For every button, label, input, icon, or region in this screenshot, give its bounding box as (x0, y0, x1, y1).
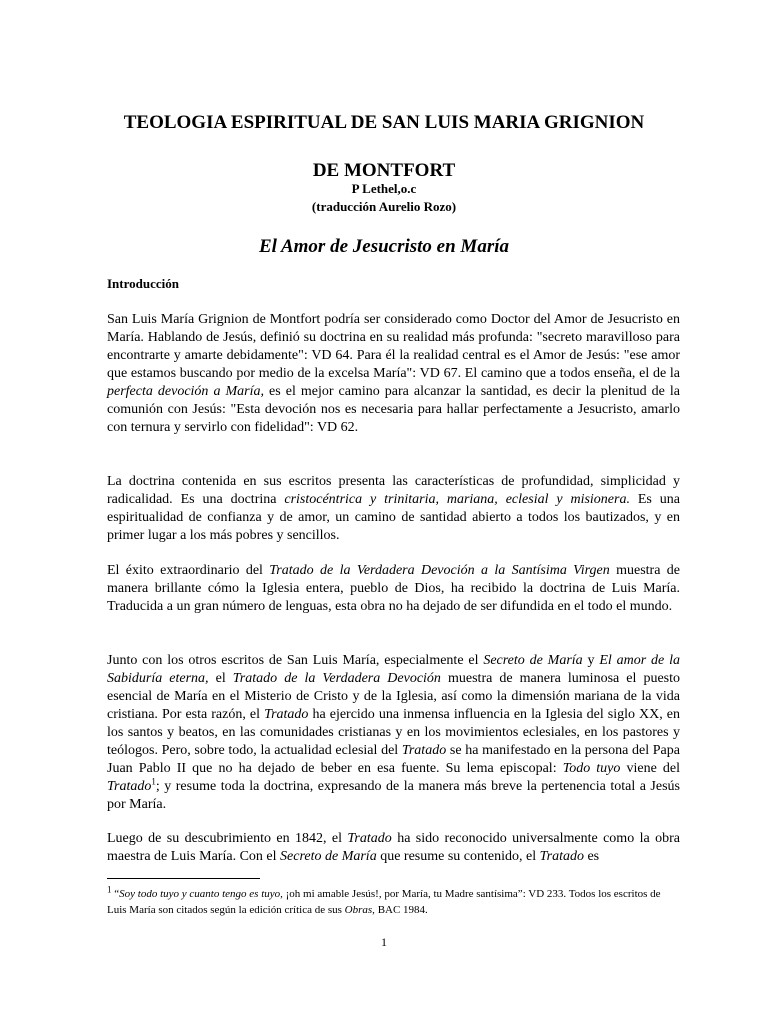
emphasis-text: cristocéntrica y trinitaria, mariana, eclesial y misionera. (284, 492, 630, 507)
quote-text: Soy todo tuyo y cuanto tengo es tuyo, (119, 888, 283, 900)
section-heading: Introducción (107, 276, 179, 291)
book-title-text: Tratado (107, 779, 152, 794)
document-title-line-2: DE MONTFORT (312, 160, 456, 181)
page-number: 1 (381, 935, 387, 949)
author-line: P Lethel,o.c (351, 181, 417, 196)
book-title-text: El amor de la Sabiduría eterna, (107, 653, 680, 686)
book-title-text: Tratado de la Verdadera Devoción (232, 671, 441, 686)
document-title-line-1: TEOLOGIA ESPIRITUAL DE SAN LUIS MARIA GRIGNION (123, 112, 645, 133)
motto-text: Todo tuyo (562, 761, 621, 776)
book-title-text: Tratado de la Verdadera Devoción a la Santísima Virgen (269, 563, 610, 578)
book-title-text: Secreto de María (280, 849, 377, 864)
paragraph-3: El éxito extraordinario del Tratado de la Verdadera Devoción a la Santísima Virgen muestra de manera brillante cómo la Iglesia entera, pueblo de Dios, ha recibido la doctrina de Luis María. Traducida a un gran número de lenguas, esta obra no ha dejado de ser difundida en el todo el mundo. (107, 563, 680, 614)
book-title-text: Tratado (264, 707, 309, 722)
book-title-text: Secreto de María (483, 653, 583, 668)
book-title-text: Tratado (539, 849, 584, 864)
book-title-text: Obras, (344, 904, 375, 916)
book-title-text: Tratado (401, 743, 447, 758)
paragraph-5: Luego de su descubrimiento en 1842, el Tratado ha sido reconocido universalmente como la obra maestra de Luis María. Con el Secreto de María que resume su contenido, el Tratado es (107, 831, 680, 864)
book-title-text: Tratado (347, 831, 392, 846)
paragraph-2: La doctrina contenida en sus escritos presenta las características de profundidad, simplicidad y radicalidad. Es una doctrina cristocéntrica y trinitaria, mariana, eclesial y misionera. Es una espiritualidad de confianza y de amor, un camino de santidad abierto a todos los bautizados, y en primer lugar a los más pobres y sencillos. (107, 474, 680, 543)
footnote-divider (107, 878, 260, 879)
footnote-mark: 1 (107, 884, 112, 895)
paragraph-4: Junto con los otros escritos de San Luis María, especialmente el Secreto de María y El amor de la Sabiduría eterna, el Tratado de la Verdadera Devoción muestra de manera luminosa el puesto esencial de María en el Misterio de Cristo y de la Iglesia, así como la dimensión mariana de la vida cristiana. Por esta razón, el Tratado ha ejercido una inmensa influencia en la Iglesia del siglo XX, en los santos y beatos, en las comunidades cristianas y en los movimientos eclesiales, en los pastores y teólogos. Pero, sobre todo, la actualidad eclesial del Tratado se ha manifestado en la persona del Papa Juan Pablo II que no ha dejado de beber en esa fuente. Su lema episcopal: Todo tuyo viene del Tratado$^1$; y resume toda la doctrina, expresando de la manera más breve la pertenencia total a Jesús por María. (107, 653, 681, 812)
footnote-reference[interactable]: 1 (151, 776, 156, 787)
footnote: $^1$ “Soy todo tuyo y cuanto tengo es tuyo, ¡oh mi amable Jesús!, por María, tu Madre santísima”: VD 233. Todos los escritos de Luis María son citados según la edición crítica de sus Obras, BAC 1984. (107, 884, 661, 916)
document-subtitle: El Amor de Jesucristo en María (258, 236, 509, 257)
paragraph-1: San Luis María Grignion de Montfort podría ser considerado como Doctor del Amor de Jesucristo en María. Hablando de Jesús, definió su doctrina en su realidad más profunda: "secreto maravilloso para encontrarte y amarte debidamente": VD 64. Para él la realidad central es el Amor de Jesús: "ese amor que estamos buscando por medio de la excelsa María": VD 67. El camino que a todos enseña, el de la perfecta devoción a María, es el mejor camino para alcanzar la santidad, es decir la plenitud de la comunión con Jesús: "Esta devoción nos es necesaria para hallar perfectamente a Jesucristo, amarlo con ternura y servirlo con fidelidad": VD 62. (107, 312, 680, 435)
emphasis-text: perfecta devoción a María, (107, 384, 264, 399)
translator-line: (traducción Aurelio Rozo) (311, 199, 457, 214)
